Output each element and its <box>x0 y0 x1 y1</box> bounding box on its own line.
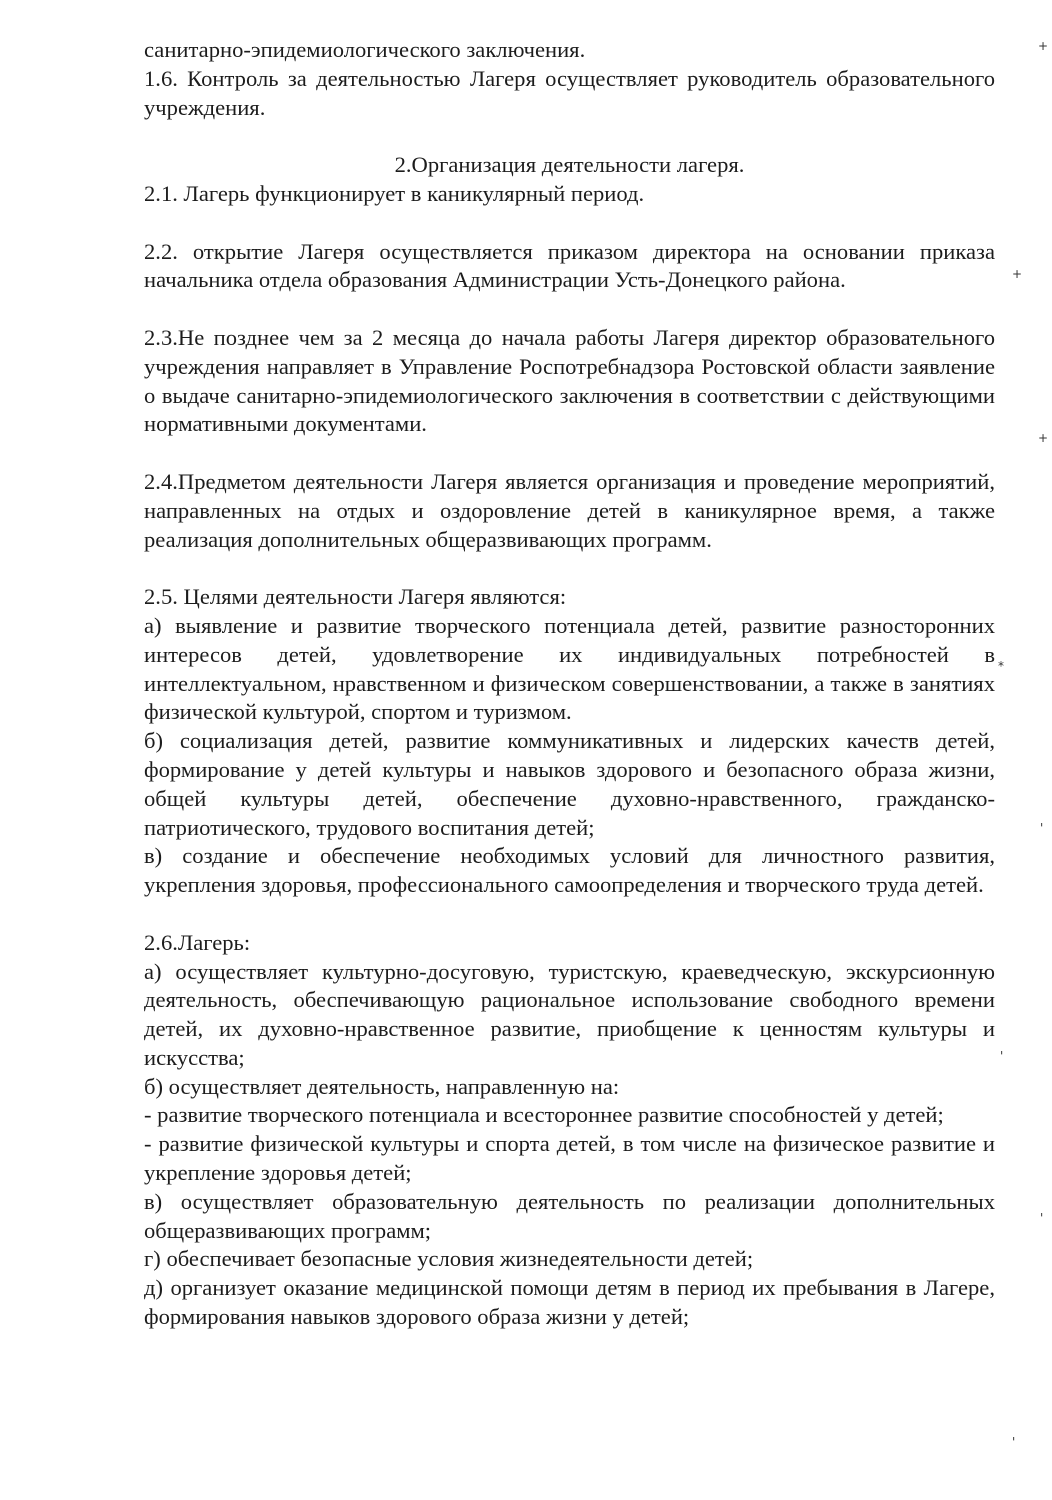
section-2-heading: 2.Организация деятельности лагеря. <box>394 152 745 178</box>
margin-speck: ' <box>1040 1211 1044 1225</box>
clause-2-5-c: в) создание и обеспечение необходимых условий для личностного развития, укрепления здоровья, профессионального самоопределения и творческого труда детей. <box>144 843 995 898</box>
clause-2-6-b: б) осуществляет деятельность, направленную на: <box>144 1073 620 1099</box>
spacer <box>144 554 995 583</box>
margin-speck: ' <box>1012 1435 1016 1449</box>
clause-2-2: 2.2. открытие Лагеря осуществляется приказом директора на основании приказа начальника отдела образования Администрации Усть-Донецкого района. <box>144 238 995 293</box>
clause-2-6-a: а) осуществляет культурно-досуговую, туристскую, краеведческую, экскурсионную деятельность, обеспечивающую рациональное использование свободного времени детей, их духовно-нравственное развитие, приобщение к ценностям культуры и искусства; <box>144 958 995 1070</box>
document-page <box>144 36 995 1332</box>
clause-2-6-c: в) осуществляет образовательную деятельность по реализации дополнительных общеразвивающих программ; <box>144 1188 995 1243</box>
margin-speck: + <box>1038 431 1049 445</box>
clause-2-4: 2.4.Предметом деятельности Лагеря является организация и проведение мероприятий, направленных на отдых и оздоровление детей в каникулярное время, а также реализация дополнительных общеразвивающих программ. <box>144 468 995 552</box>
clause-2-5-a: а) выявление и развитие творческого потенциала детей, развитие разносторонних интересов детей, удовлетворение их индивидуальных потребностей в интеллектуальном, нравственном и физическом совершенствовании, а также в занятиях физической культурой, спортом и туризмом. <box>144 612 995 725</box>
spacer <box>144 295 995 324</box>
clause-2-6: 2.6.Лагерь: <box>144 929 251 955</box>
spacer <box>144 439 995 468</box>
margin-speck: * <box>998 659 1004 673</box>
margin-speck: + <box>1012 267 1023 281</box>
spacer <box>144 209 995 238</box>
margin-speck: + <box>1038 39 1049 53</box>
clause-2-6-b-item-2: - развитие физической культуры и спорта детей, в том числе на физическое развитие и укрепление здоровья детей; <box>144 1131 995 1186</box>
continued-line: санитарно-эпидемиологического заключения. <box>144 37 586 62</box>
clause-1-6: 1.6. Контроль за деятельностью Лагеря осуществляет руководитель образовательного учреждения. <box>144 65 995 120</box>
spacer <box>144 122 995 151</box>
clause-2-6-b-item-1: - развитие творческого потенциала и всестороннее развитие способностей у детей; <box>144 1102 944 1128</box>
margin-speck: ' <box>1000 1049 1004 1063</box>
clause-2-5-b: б) социализация детей, развитие коммуникативных и лидерских качеств детей, формирование у детей культуры и навыков здорового и безопасного образа жизни, общей культуры детей, обеспечение духовно-нравственного, гражданско-патриотического, трудового воспитания детей; <box>144 728 995 840</box>
clause-2-5: 2.5. Целями деятельности Лагеря являются: <box>144 584 567 610</box>
margin-speck: ' <box>1040 821 1044 835</box>
clause-2-6-d: г) обеспечивает безопасные условия жизнедеятельности детей; <box>144 1246 754 1272</box>
spacer <box>144 900 995 929</box>
clause-2-1: 2.1. Лагерь функционирует в каникулярный период. <box>144 180 645 206</box>
clause-2-6-e: д) организует оказание медицинской помощи детям в период их пребывания в Лагере, формирования навыков здорового образа жизни у детей; <box>144 1275 995 1330</box>
clause-2-3: 2.3.Не позднее чем за 2 месяца до начала работы Лагеря директор образовательного учреждения направляет в Управление Роспотребнадзора Ростовской области заявление о выдаче санитарно-эпидемиологического заключения в соответствии с действующими нормативными документами. <box>144 324 995 437</box>
